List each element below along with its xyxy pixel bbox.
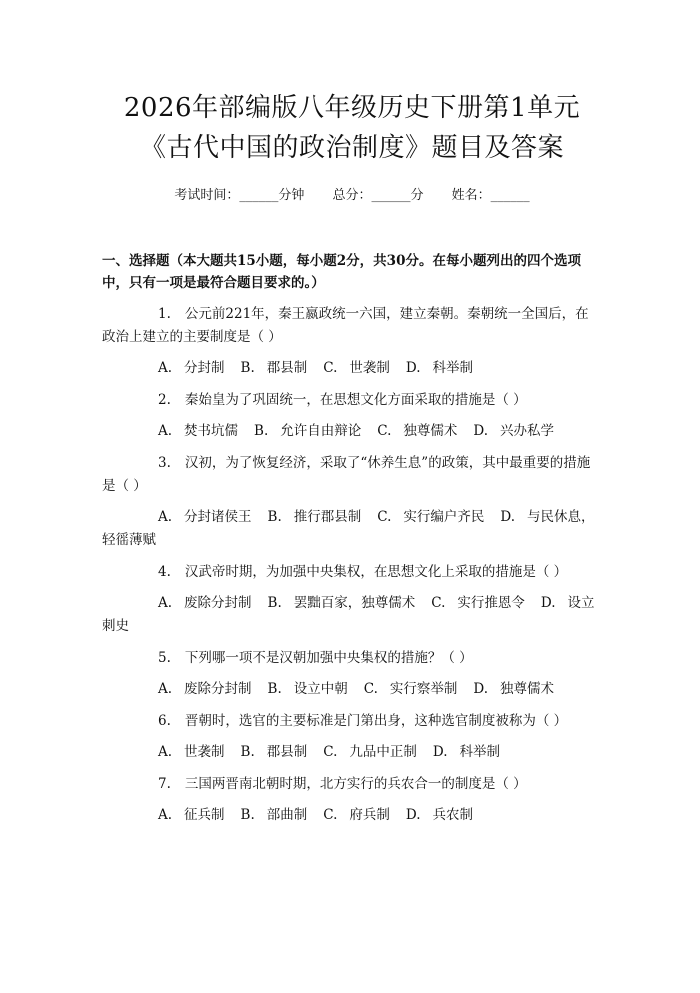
- option-d: [406, 360, 473, 376]
- option-c: [377, 509, 484, 525]
- option-letter: A.: [158, 807, 173, 823]
- option-letter: C.: [363, 681, 378, 697]
- option-text: 实行编户齐民: [403, 509, 485, 525]
- exam-info: [102, 186, 602, 206]
- option-d: [473, 681, 554, 697]
- question-2: [102, 389, 602, 412]
- option-letter: B.: [267, 595, 282, 611]
- question-text: 汉武帝时期，为加强中央集权，在思想文化上采取的措施是（ ）: [184, 564, 568, 580]
- option-text: 郡县制: [266, 744, 308, 760]
- option-a: [158, 509, 252, 525]
- option-letter: D.: [473, 423, 489, 439]
- option-c: [323, 807, 390, 823]
- option-text: 科举制: [432, 360, 474, 376]
- question-text: 秦始皇为了巩固统一，在思想文化方面采取的措施是（ ）: [184, 392, 527, 408]
- question-number: 7.: [158, 776, 171, 792]
- option-letter: A.: [158, 360, 173, 376]
- question-number: 1.: [158, 306, 171, 322]
- question-text: 晋朝时，选官的主要标准是门第出身，这种选官制度被称为（ ）: [184, 713, 568, 729]
- option-letter: A.: [158, 681, 173, 697]
- option-text: 征兵制: [184, 807, 225, 823]
- question-number: 2.: [158, 392, 171, 408]
- option-text: 推行郡县制: [293, 509, 362, 525]
- option-letter: C.: [323, 360, 338, 376]
- option-a: [158, 744, 225, 760]
- option-c: [431, 595, 525, 611]
- option-text: 兵农制: [432, 807, 474, 823]
- option-letter: D.: [540, 595, 556, 611]
- option-letter: A.: [158, 509, 173, 525]
- option-text: 分封制: [184, 360, 225, 376]
- option-letter: A.: [158, 423, 173, 439]
- option-text: 部曲制: [266, 807, 308, 823]
- question-1-options: [102, 357, 602, 380]
- option-a: [158, 360, 225, 376]
- option-c: [377, 423, 457, 439]
- exam-time: 考试时间：______分钟: [174, 188, 305, 203]
- option-text: 与民休息，轻徭薄赋: [102, 509, 595, 548]
- option-letter: C.: [323, 807, 338, 823]
- option-text: 罢黜百家，独尊儒术: [293, 595, 416, 611]
- option-d: [433, 744, 500, 760]
- option-text: 设立刺史: [102, 595, 595, 634]
- option-a: [158, 681, 252, 697]
- question-6-options: [102, 741, 602, 764]
- question-5-options: [102, 678, 602, 701]
- question-7-options: [102, 804, 602, 827]
- option-letter: B.: [267, 681, 282, 697]
- option-c: [323, 360, 390, 376]
- question-text: 三国两晋南北朝时期，北方实行的兵农合一的制度是（ ）: [184, 776, 527, 792]
- option-letter: C.: [431, 595, 446, 611]
- option-text: 九品中正制: [349, 744, 417, 760]
- option-letter: B.: [240, 360, 255, 376]
- question-number: 6.: [158, 713, 171, 729]
- option-text: 府兵制: [349, 807, 390, 823]
- question-4-options: [102, 592, 602, 638]
- question-6: [102, 710, 602, 733]
- option-text: 兴办私学: [500, 423, 555, 439]
- option-letter: A.: [158, 744, 173, 760]
- option-letter: B.: [240, 807, 255, 823]
- question-text: 下列哪一项不是汉朝加强中央集权的措施？（ ）: [184, 650, 473, 666]
- question-4: [102, 561, 602, 584]
- option-text: 实行推恩令: [457, 595, 525, 611]
- option-text: 实行察举制: [389, 681, 458, 697]
- option-a: [158, 807, 225, 823]
- option-a: [158, 595, 252, 611]
- option-letter: C.: [323, 744, 338, 760]
- option-letter: B.: [254, 423, 269, 439]
- option-letter: C.: [377, 423, 392, 439]
- question-2-options: [102, 420, 602, 443]
- option-c: [323, 744, 417, 760]
- option-b: [254, 423, 361, 439]
- option-letter: D.: [405, 360, 421, 376]
- document-page: [0, 88, 700, 993]
- option-text: 郡县制: [266, 360, 308, 376]
- option-text: 设立中朝: [293, 681, 348, 697]
- option-text: 世袭制: [349, 360, 390, 376]
- section-header: 一、选择题（本大题共15小题，每小题2分，共30分。在每小题列出的四个选项中，只有一项是最符合题目要求的。）: [102, 253, 581, 291]
- option-text: 废除分封制: [184, 681, 252, 697]
- option-b: [268, 681, 348, 697]
- option-b: [241, 744, 308, 760]
- question-number: 5.: [158, 650, 171, 666]
- question-list: [102, 303, 602, 827]
- option-letter: D.: [432, 744, 448, 760]
- question-5: [102, 647, 602, 670]
- option-text: 允许自由辩论: [280, 423, 362, 439]
- question-text: 公元前221年，秦王嬴政统一六国，建立秦朝。秦朝统一全国后，在政治上建立的主要制度是（ ）: [102, 306, 589, 345]
- option-text: 焚书坑儒: [184, 423, 239, 439]
- option-letter: A.: [158, 595, 173, 611]
- student-name: 姓名：______: [451, 188, 530, 203]
- option-d: [406, 807, 473, 823]
- option-letter: D.: [500, 509, 516, 525]
- option-text: 科举制: [459, 744, 501, 760]
- question-7: [102, 773, 602, 796]
- question-number: 4.: [158, 564, 171, 580]
- option-text: 独尊儒术: [403, 423, 458, 439]
- option-a: [158, 423, 238, 439]
- question-3: [102, 452, 602, 498]
- option-c: [364, 681, 458, 697]
- question-1: [102, 303, 602, 349]
- option-b: [241, 807, 308, 823]
- option-b: [268, 509, 362, 525]
- option-text: 分封诸侯王: [184, 509, 252, 525]
- option-letter: D.: [405, 807, 421, 823]
- option-text: 废除分封制: [184, 595, 252, 611]
- option-b: [241, 360, 308, 376]
- option-letter: B.: [240, 744, 255, 760]
- question-number: 3.: [158, 455, 171, 471]
- option-b: [268, 595, 416, 611]
- option-d: [473, 423, 554, 439]
- option-text: 独尊儒术: [500, 681, 555, 697]
- option-text: 世袭制: [184, 744, 225, 760]
- question-3-options: [102, 506, 602, 552]
- document-title: 2026年部编版八年级历史下册第1单元《古代中国的政治制度》题目及答案: [123, 93, 581, 163]
- total-score: 总分：______分: [332, 188, 424, 203]
- option-letter: D.: [473, 681, 489, 697]
- option-letter: B.: [267, 509, 282, 525]
- question-text: 汉初，为了恢复经济，采取了“休养生息”的政策，其中最重要的措施是（ ）: [102, 455, 591, 494]
- option-letter: C.: [377, 509, 392, 525]
